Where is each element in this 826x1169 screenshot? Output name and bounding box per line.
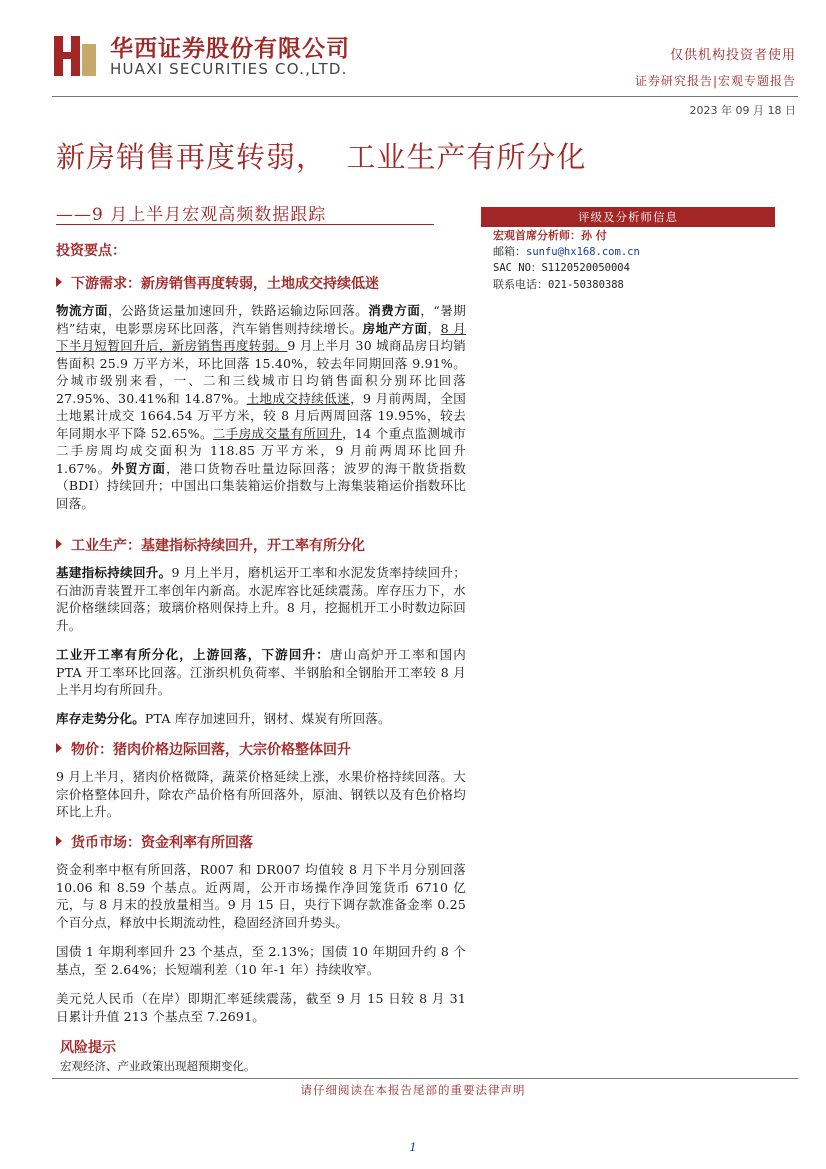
sac-row bbox=[481, 260, 775, 277]
text: 9 月上半月 30 城商品房日均销售面积 25.9 万平方米，环比回落 15.40%，较去年同期回落 9.91%。分城市级别来看，一、二和三线城市日均销售面积分别环比回落 27.95%、30.41%和 14.87%。 bbox=[56, 338, 466, 406]
section-head: 货币市场： bbox=[71, 835, 141, 851]
triangle-bullet-icon bbox=[56, 277, 62, 287]
report-type: 证券研究报告|宏观专题报告 bbox=[634, 74, 796, 88]
kw-inventory: 库存走势分化。 bbox=[56, 711, 145, 726]
paragraph-rates bbox=[56, 861, 466, 931]
legal-notice[interactable]: 请仔细阅读在本报告尾部的重要法律声明 bbox=[300, 1083, 526, 1097]
email-link[interactable]: sunfu@hx168.com.cn bbox=[526, 245, 640, 258]
page-number: 1 bbox=[409, 1140, 417, 1154]
text: ，9 月前两周，全国土地累计成交 1664.54 万平方米，较 8 月后两周回落 19.95%，较去年同期水平下降 52.65%。 bbox=[56, 390, 466, 441]
triangle-bullet-icon bbox=[56, 836, 62, 846]
text: ，14 个重点监测城市二手房周均成交面积为 118.85 万平方米，9 月前两周环比回升 1.67%。 bbox=[56, 425, 466, 476]
phone-number: 021-50380388 bbox=[548, 278, 624, 291]
analyst-panel-header: 评级及分析师信息 bbox=[481, 207, 775, 227]
analyst-label: 宏观首席分析师： bbox=[493, 229, 581, 242]
subtitle-underline bbox=[56, 224, 434, 225]
kw-trade: 外贸方面 bbox=[111, 460, 167, 476]
sac-label: SAC NO： bbox=[493, 262, 542, 274]
email-label: 邮箱： bbox=[493, 244, 526, 258]
text: 美元兑人民币（在岸）即期汇率延续震荡，截至 9 月 15 日较 8 月 31 日累计升值 213 个基点至 7.2691。 bbox=[56, 991, 466, 1024]
text: 国债 1 年期利率回升 23 个基点，至 2.13%；国债 10 年期回升约 8 个基点，至 2.64%；长短端利差（10 年-1 年）持续收窄。 bbox=[56, 944, 466, 977]
huaxi-logo-icon bbox=[52, 32, 98, 78]
report-date: 2023 年 09 月 18 日 bbox=[689, 104, 796, 117]
email-row bbox=[481, 244, 775, 261]
section-head: 物价： bbox=[71, 742, 113, 758]
text: 9 月上半月，磨机运开工率和水泥发货率持续回升；石油沥青装置开工率创年内新高。水泥库容比延续震荡。库存压力下，水泥价格继续回落；玻璃价格则保持上升。8 月，挖掘机开工小时数边际回升。 bbox=[56, 565, 466, 633]
footer-divider bbox=[52, 1078, 798, 1079]
text: ，“暑期档”结束，电影票房环比回落，汽车销售则持续增长。 bbox=[56, 303, 466, 336]
paragraph-infrastructure bbox=[56, 564, 466, 634]
audience-note: 仅供机构投资者使用 bbox=[669, 48, 796, 63]
text: ，公路货运量加速回升，铁路运输边际回落。 bbox=[108, 303, 369, 318]
kw-logistics: 物流方面 bbox=[56, 303, 109, 318]
section-title: 猪肉价格边际回落，大宗价格整体回升 bbox=[113, 742, 351, 758]
kw-consumption: 消费方面 bbox=[368, 303, 421, 318]
phone-row bbox=[481, 277, 775, 294]
section-heading-demand bbox=[56, 273, 379, 293]
key-points-title: 投资要点： bbox=[56, 243, 126, 259]
kw-infrastructure: 基建指标持续回升。 bbox=[56, 565, 172, 580]
section-heading-prices bbox=[56, 739, 351, 759]
paragraph-fx bbox=[56, 990, 466, 1025]
risk-text: 宏观经济、产业政策出现超预期变化。 bbox=[60, 1059, 256, 1073]
underlined-text: 8 月下半月短暂回升后，新房销售再度转弱。 bbox=[56, 320, 466, 353]
text: 唐山高炉开工率和国内 PTA 开工率环比回落。江浙织机负荷率、半钢胎和全钢胎开工率较 8 月上半月均有所回升。 bbox=[56, 647, 466, 697]
underlined-text: 二手房成交量有所回升 bbox=[212, 425, 343, 441]
phone-label: 联系电话： bbox=[493, 277, 548, 291]
section-title: 新房销售再度转弱，土地成交持续低迷 bbox=[141, 276, 379, 292]
paragraph-operating-rate bbox=[56, 646, 466, 699]
analyst-row bbox=[481, 228, 775, 244]
company-name-en: HUAXI SECURITIES CO.,LTD. bbox=[110, 60, 348, 78]
section-heading-money-market bbox=[56, 832, 253, 852]
page-title: 新房销售再度转弱， 工业生产有所分化 bbox=[56, 140, 587, 174]
section-title: 资金利率有所回落 bbox=[141, 835, 253, 851]
risk-title: 风险提示 bbox=[60, 1040, 116, 1056]
paragraph-bonds bbox=[56, 943, 466, 978]
company-name-cn: 华西证券股份有限公司 bbox=[110, 36, 350, 62]
triangle-bullet-icon bbox=[56, 743, 62, 753]
triangle-bullet-icon bbox=[56, 539, 62, 549]
text: 9 月上半月，猪肉价格微降，蔬菜价格延续上涨，水果价格持续回落。大宗价格整体回升，除农产品价格有所回落外，原油、钢铁以及有色价格均环比上升。 bbox=[56, 769, 466, 819]
paragraph-inventory bbox=[56, 710, 466, 728]
section-head: 工业生产： bbox=[71, 538, 141, 554]
section-heading-industry bbox=[56, 535, 365, 555]
text: ，港口货物吞吐量边际回落；波罗的海干散货指数（BDI）持续回升；中国出口集装箱运价指数与上海集装箱运价指数环比回落。 bbox=[56, 460, 466, 511]
kw-real-estate: 房地产方面 bbox=[362, 320, 428, 336]
paragraph-demand bbox=[56, 302, 466, 512]
underlined-text: 土地成交持续低迷 bbox=[246, 390, 351, 406]
analyst-name: 孙 付 bbox=[581, 229, 607, 242]
paragraph-prices bbox=[56, 768, 466, 821]
text: 资金利率中枢有所回落，R007 和 DR007 均值较 8 月下半月分别回落 10.06 和 8.59 个基点。近两周，公开市场操作净回笼货币 6710 亿元，与 8 月末的投放量相当。9 月 15 日，央行下调存款准备金率 0.25 个百分点，释放中长期流动性，稳固经济回升势头。 bbox=[56, 862, 466, 930]
header-divider bbox=[52, 96, 798, 97]
kw-operating-rate: 工业开工率有所分化，上游回落，下游回升： bbox=[56, 647, 330, 662]
analyst-panel bbox=[481, 228, 775, 293]
text: PTA 库存加速回升，钢材、煤炭有所回落。 bbox=[144, 711, 391, 726]
section-title: 基建指标持续回升，开工率有所分化 bbox=[141, 538, 365, 554]
text: ， bbox=[427, 320, 441, 336]
sac-number: S1120520050004 bbox=[541, 262, 630, 274]
page-subtitle: ——9 月上半月宏观高频数据跟踪 bbox=[56, 205, 327, 225]
section-head: 下游需求： bbox=[71, 276, 141, 292]
